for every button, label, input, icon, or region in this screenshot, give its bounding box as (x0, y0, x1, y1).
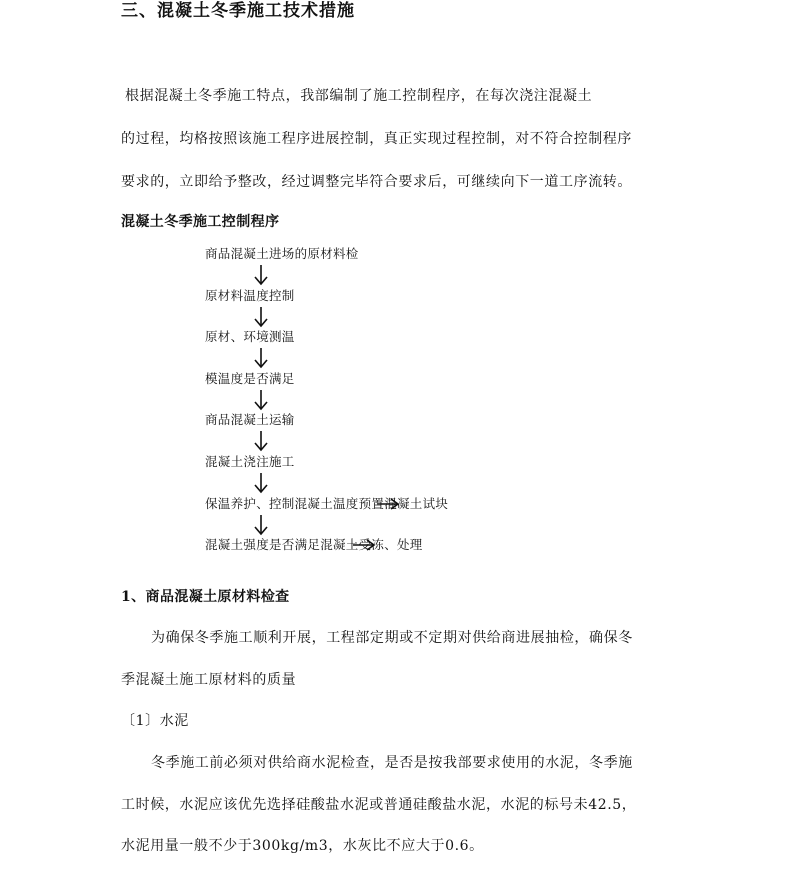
down-arrow-icon (253, 306, 269, 328)
flow-step-4: 模温度是否满足 (205, 371, 295, 386)
flow-step-5: 商品混凝土运输 (205, 412, 295, 427)
item-para-line-3: 水泥用量一般不少于300kg/m3，水灰比不应大于0.6。 (121, 838, 484, 854)
down-arrow-icon (253, 514, 269, 536)
right-arrow-icon (352, 539, 376, 551)
intro-line-1: 根据混凝土冬季施工特点，我部编制了施工控制程序，在每次浇注混凝土 (125, 88, 593, 104)
sub-para-line-2: 季混凝土施工原材料的质量 (121, 672, 297, 688)
down-arrow-icon (253, 472, 269, 494)
down-arrow-icon (253, 264, 269, 286)
flow-step-3: 原材、环境测温 (205, 329, 295, 344)
section-title: 三、混凝土冬季施工技术措施 (121, 1, 355, 21)
flow-step-7: 保温养护、控制混凝土温度预置混凝土试块 (205, 496, 449, 511)
down-arrow-icon (253, 389, 269, 411)
intro-line-3: 要求的，立即给予整改，经过调整完毕符合要求后，可继续向下一道工序流转。 (121, 174, 632, 190)
subsection-title: 1、商品混凝土原材料检查 (121, 589, 290, 605)
down-arrow-icon (253, 430, 269, 452)
flow-step-8: 混凝土强度是否满足混凝土受冻、处理 (205, 537, 423, 552)
item-para-line-1: 冬季施工前必须对供给商水泥检查，是否是按我部要求使用的水泥，冬季施 (151, 755, 633, 771)
right-arrow-icon (376, 498, 400, 510)
down-arrow-icon (253, 347, 269, 369)
flow-step-2: 原材料温度控制 (205, 288, 295, 303)
sub-para-line-1: 为确保冬季施工顺利开展，工程部定期或不定期对供给商进展抽检，确保冬 (151, 630, 633, 646)
item-para-line-2: 工时候，水泥应该优先选择硅酸盐水泥或普通硅酸盐水泥，水泥的标号未42.5， (121, 797, 637, 813)
flow-step-6: 混凝土浇注施工 (205, 454, 295, 469)
flow-step-1: 商品混凝土进场的原材料检 (205, 246, 359, 261)
flow-title: 混凝土冬季施工控制程序 (121, 214, 280, 230)
item-label: 〔1〕水泥 (121, 713, 189, 729)
intro-line-2: 的过程，均格按照该施工程序进展控制，真正实现过程控制，对不符合控制程序 (121, 131, 632, 147)
